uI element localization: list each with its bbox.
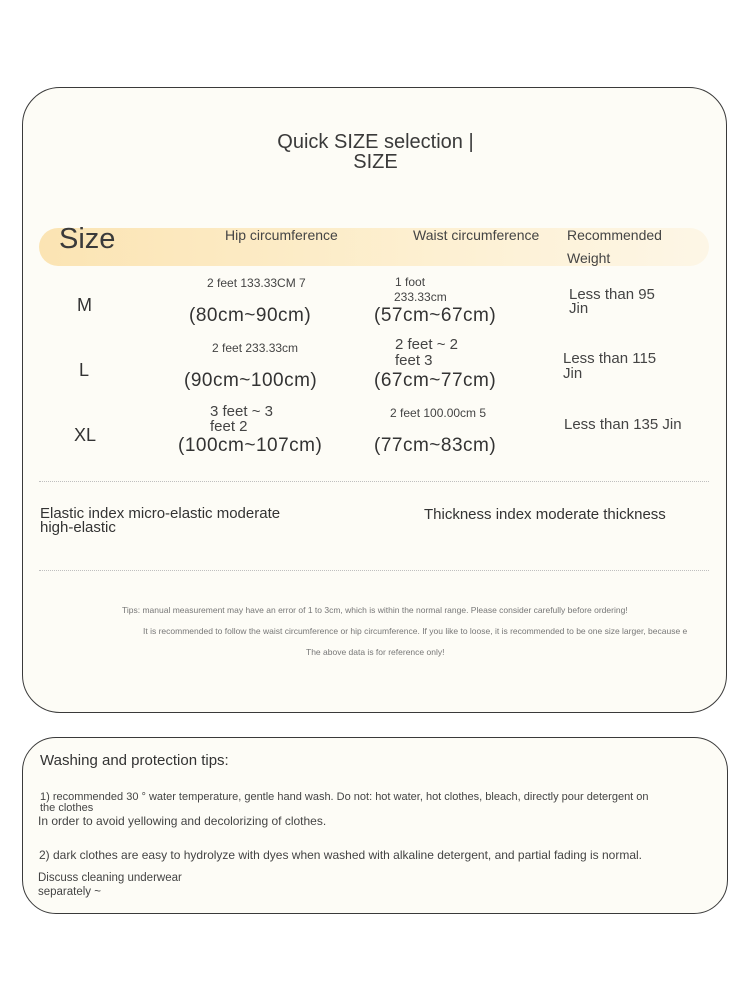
row-m-hip-range: (80cm~90cm) <box>189 305 312 326</box>
row-l-waist-note-2: feet 3 <box>395 352 433 369</box>
divider-bottom <box>39 570 709 571</box>
row-l-weight-2: Jin <box>563 365 583 382</box>
row-size-m: M <box>77 295 92 315</box>
row-xl-waist-note: 2 feet 100.00cm 5 <box>390 406 487 420</box>
row-m-waist-note-1: 1 foot <box>395 275 426 289</box>
wash-line-4: Discuss cleaning underwear separately ~ <box>38 872 182 898</box>
tip-measurement: Tips: manual measurement may have an error of 1 to 3cm, which is within the normal range. Please consider carefully before ordering! <box>122 605 628 615</box>
row-l-waist-range: (67cm~77cm) <box>374 370 497 391</box>
wash-line-3: 2) dark clothes are easy to hydrolyze with dyes when washed with alkaline detergent, and partial fading is normal. <box>39 848 642 862</box>
header-waist: Waist circumference <box>413 227 540 243</box>
row-xl-hip-range: (100cm~107cm) <box>178 435 323 456</box>
row-m-weight-1: Less than 95 <box>569 286 655 303</box>
wash-line-2: In order to avoid yellowing and decolorizing of clothes. <box>38 814 327 828</box>
row-xl-waist-range: (77cm~83cm) <box>374 435 497 456</box>
tip-size-advice: It is recommended to follow the waist circumference or hip circumference. If you like to loose, it is recommended to be one size larger, because e <box>143 626 688 636</box>
row-xl-hip-note-2: feet 2 <box>210 418 248 435</box>
header-hip: Hip circumference <box>225 227 338 243</box>
row-m-weight-2: Jin <box>569 300 589 317</box>
header-weight-line1: Recommended <box>567 227 662 243</box>
row-l-hip-note: 2 feet 233.33cm <box>212 341 299 355</box>
elastic-index: Elastic index micro-elastic moderate high-elastic <box>40 505 281 536</box>
row-xl-weight: Less than 135 Jin <box>564 416 682 433</box>
row-xl-hip-note-1: 3 feet ~ 3 <box>210 403 273 420</box>
row-l-waist-note-1: 2 feet ~ 2 <box>395 336 458 353</box>
tip-reference: The above data is for reference only! <box>306 647 445 657</box>
size-chart-card <box>22 87 727 713</box>
washing-title: Washing and protection tips: <box>40 752 229 769</box>
header-size: Size <box>59 223 116 255</box>
row-m-waist-note-2: 233.33cm <box>394 290 447 304</box>
wash-line-1: 1) recommended 30 ° water temperature, gentle hand wash. Do not: hot water, hot clothes, bleach, directly pour detergent on the clothes <box>40 791 649 814</box>
row-l-hip-range: (90cm~100cm) <box>184 370 318 391</box>
divider-top <box>39 481 709 482</box>
row-l-weight-1: Less than 115 <box>563 350 657 367</box>
header-weight-line2: Weight <box>567 250 611 266</box>
row-m-hip-note: 2 feet 133.33CM 7 <box>207 276 306 290</box>
washing-tips-card <box>22 737 728 914</box>
row-size-l: L <box>79 360 90 380</box>
row-size-xl: XL <box>74 425 97 445</box>
size-chart-title: Quick SIZE selection | SIZE <box>277 131 474 173</box>
thickness-index: Thickness index moderate thickness <box>424 506 666 523</box>
row-m-waist-range: (57cm~67cm) <box>374 305 497 326</box>
